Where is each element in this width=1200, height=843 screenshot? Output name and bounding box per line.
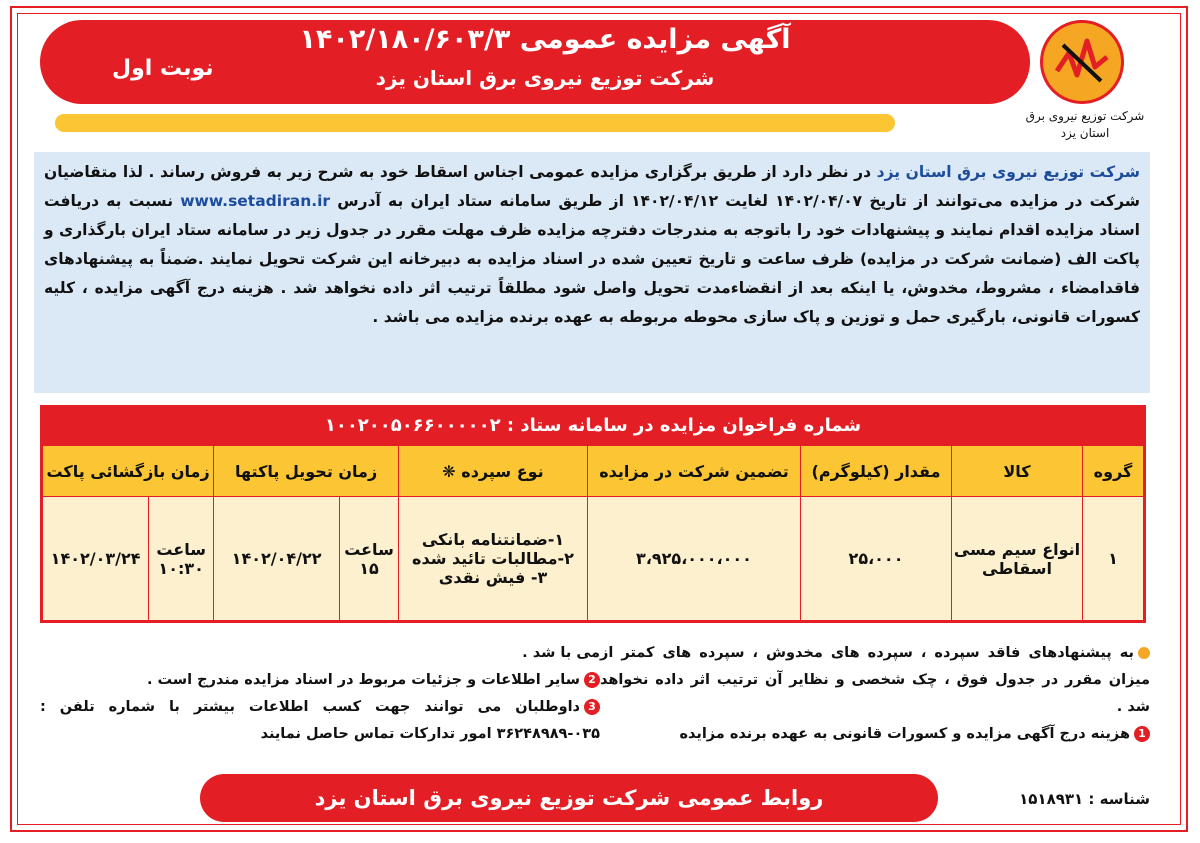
website-link[interactable]: www.setadiran.ir — [180, 192, 331, 210]
cell-opening-date: ۱۴۰۲/۰۳/۲۴ — [43, 497, 149, 621]
col-deposit: نوع سپرده ❋ — [399, 446, 588, 497]
notice-title: آگهی مزایده عمومی ۱۴۰۲/۱۸۰/۶۰۳/۳ — [299, 24, 791, 55]
intro-part2: نسبت به دریافت اسناد مزایده اقدام نمایند و پیشنهادات خود را باتوجه به مندرجات دفترچه مزایده ظرف مهلت مقرر در جدول زیر در سامانه ستاد ایران بارگذاری و پاکت الف (ضمانت شرکت در مزایده) ظرف ساعت و تاریخ تعیین شده در اسناد مزایده به دبیرخانه این شرکت تحویل نمایند .ضمناً به پیشنهادهای فاقدامضاء ، مشروط، مخدوش، یا اینکه بعد از انقضاءمدت تحویل واصل شود مطلقاً ترتیب اثر داده نخواهد شد . هزینه درج آگهی مزایده ، کلیه کسورات قانونی، بارگیری حمل و توزین و پاک سازی محوطه مربوطه به عهده برنده مزایده می باشد . — [44, 192, 1140, 326]
intro-paragraph — [44, 158, 1140, 332]
note-3-text: داوطلبان می توانند جهت کسب اطلاعات بیشتر با شماره تلفن : ۰۳۵-۳۶۲۴۸۹۸۹ امور تدارکات تماس حاصل نمایند — [40, 699, 600, 742]
logo-caption-line2: استان یزد — [1060, 126, 1110, 140]
note-1 — [600, 721, 1150, 748]
note-star-text: به پیشنهادهای فاقد سپرده ، سپرده های مخدوش ، سپرده های کمتر از میزان مقرر در جدول فوق ، چک شخصی و نظایر آن ترتیب اثر داده نخواهد شد . — [600, 645, 1150, 715]
header-banner — [40, 20, 1030, 104]
cell-delivery-date: ۱۴۰۲/۰۴/۲۲ — [214, 497, 340, 621]
items-table — [42, 445, 1144, 621]
deposit-option-2: ۲-مطالبات تائید شده — [412, 549, 574, 568]
col-opening: زمان بازگشائی پاکت — [43, 446, 214, 497]
cell-delivery-time — [340, 497, 399, 621]
company-logo-icon — [1040, 20, 1124, 104]
intro-part1: در نظر دارد از طریق برگزاری مزایده عمومی اجناس اسقاط خود به شرح زیر به فروش رساند . لذا متقاضیان شرکت در مزایده می‌توانند از تاریخ ۱۴۰۲/۰۴/۰۷ لغایت ۱۴۰۲/۰۴/۱۲ از طریق سامانه ستاد ایران به آدرس — [44, 163, 1140, 210]
delivery-time: ۱۵ — [359, 558, 379, 578]
note-2-text: سایر اطلاعات و جزئیات مربوط در اسناد مزایده مندرج است . — [147, 672, 580, 688]
logo-caption-line1: شرکت توزیع نیروی برق — [1025, 109, 1145, 123]
cell-guarantee: ۳،۹۲۵،۰۰۰،۰۰۰ — [588, 497, 801, 621]
call-number: شماره فراخوان مزایده در سامانه ستاد : ۱۰۰۲۰۰۵۰۶۶۰۰۰۰۰۲ — [42, 407, 1144, 445]
cell-item: انواع سیم مسی اسقاطی — [952, 497, 1083, 621]
note-2 — [40, 667, 600, 694]
note-1-cont: می با شد . — [522, 645, 600, 661]
intro-box — [34, 152, 1150, 393]
table-row — [43, 497, 1144, 621]
deposit-option-3: ۳- فیش نقدی — [438, 568, 548, 587]
logo-caption — [1010, 108, 1160, 142]
col-guarantee: تضمین شرکت در مزایده — [588, 446, 801, 497]
note-3 — [40, 694, 600, 748]
notes-left — [40, 640, 600, 748]
ad-code: شناسه : ۱۵۱۸۹۳۱ — [1019, 790, 1150, 808]
number-1-icon: 1 — [1134, 726, 1150, 742]
number-2-icon: 2 — [584, 672, 600, 688]
bullet-dot-icon — [1138, 647, 1150, 659]
round-label: نوبت اول — [112, 56, 214, 81]
opening-time: ۱۰:۳۰ — [158, 558, 204, 578]
note-star — [600, 640, 1150, 721]
cell-deposit — [399, 497, 588, 621]
col-group: گروه — [1083, 446, 1144, 497]
yellow-divider — [55, 114, 895, 132]
opening-time-label: ساعت — [156, 539, 206, 559]
cell-opening-time — [149, 497, 214, 621]
delivery-time-label: ساعت — [344, 539, 394, 559]
footer-banner: روابط عمومی شرکت توزیع نیروی برق استان یزد — [200, 774, 938, 822]
company-subtitle: شرکت توزیع نیروی برق استان یزد — [375, 66, 715, 90]
note-1-text: هزینه درج آگهی مزایده و کسورات قانونی به عهده برنده مزایده — [679, 726, 1130, 742]
notes-right — [600, 640, 1150, 748]
number-3-icon: 3 — [584, 699, 600, 715]
cell-group: ۱ — [1083, 497, 1144, 621]
col-delivery: زمان تحویل پاکتها — [214, 446, 399, 497]
table-header-row — [43, 446, 1144, 497]
auction-table — [40, 405, 1146, 623]
col-item: کالا — [952, 446, 1083, 497]
company-name: شرکت توزیع نیروی برق استان یزد — [876, 163, 1140, 181]
col-quantity: مقدار (کیلوگرم) — [801, 446, 952, 497]
cell-quantity: ۲۵،۰۰۰ — [801, 497, 952, 621]
deposit-option-1: ۱-ضمانتنامه بانکی — [421, 530, 565, 549]
